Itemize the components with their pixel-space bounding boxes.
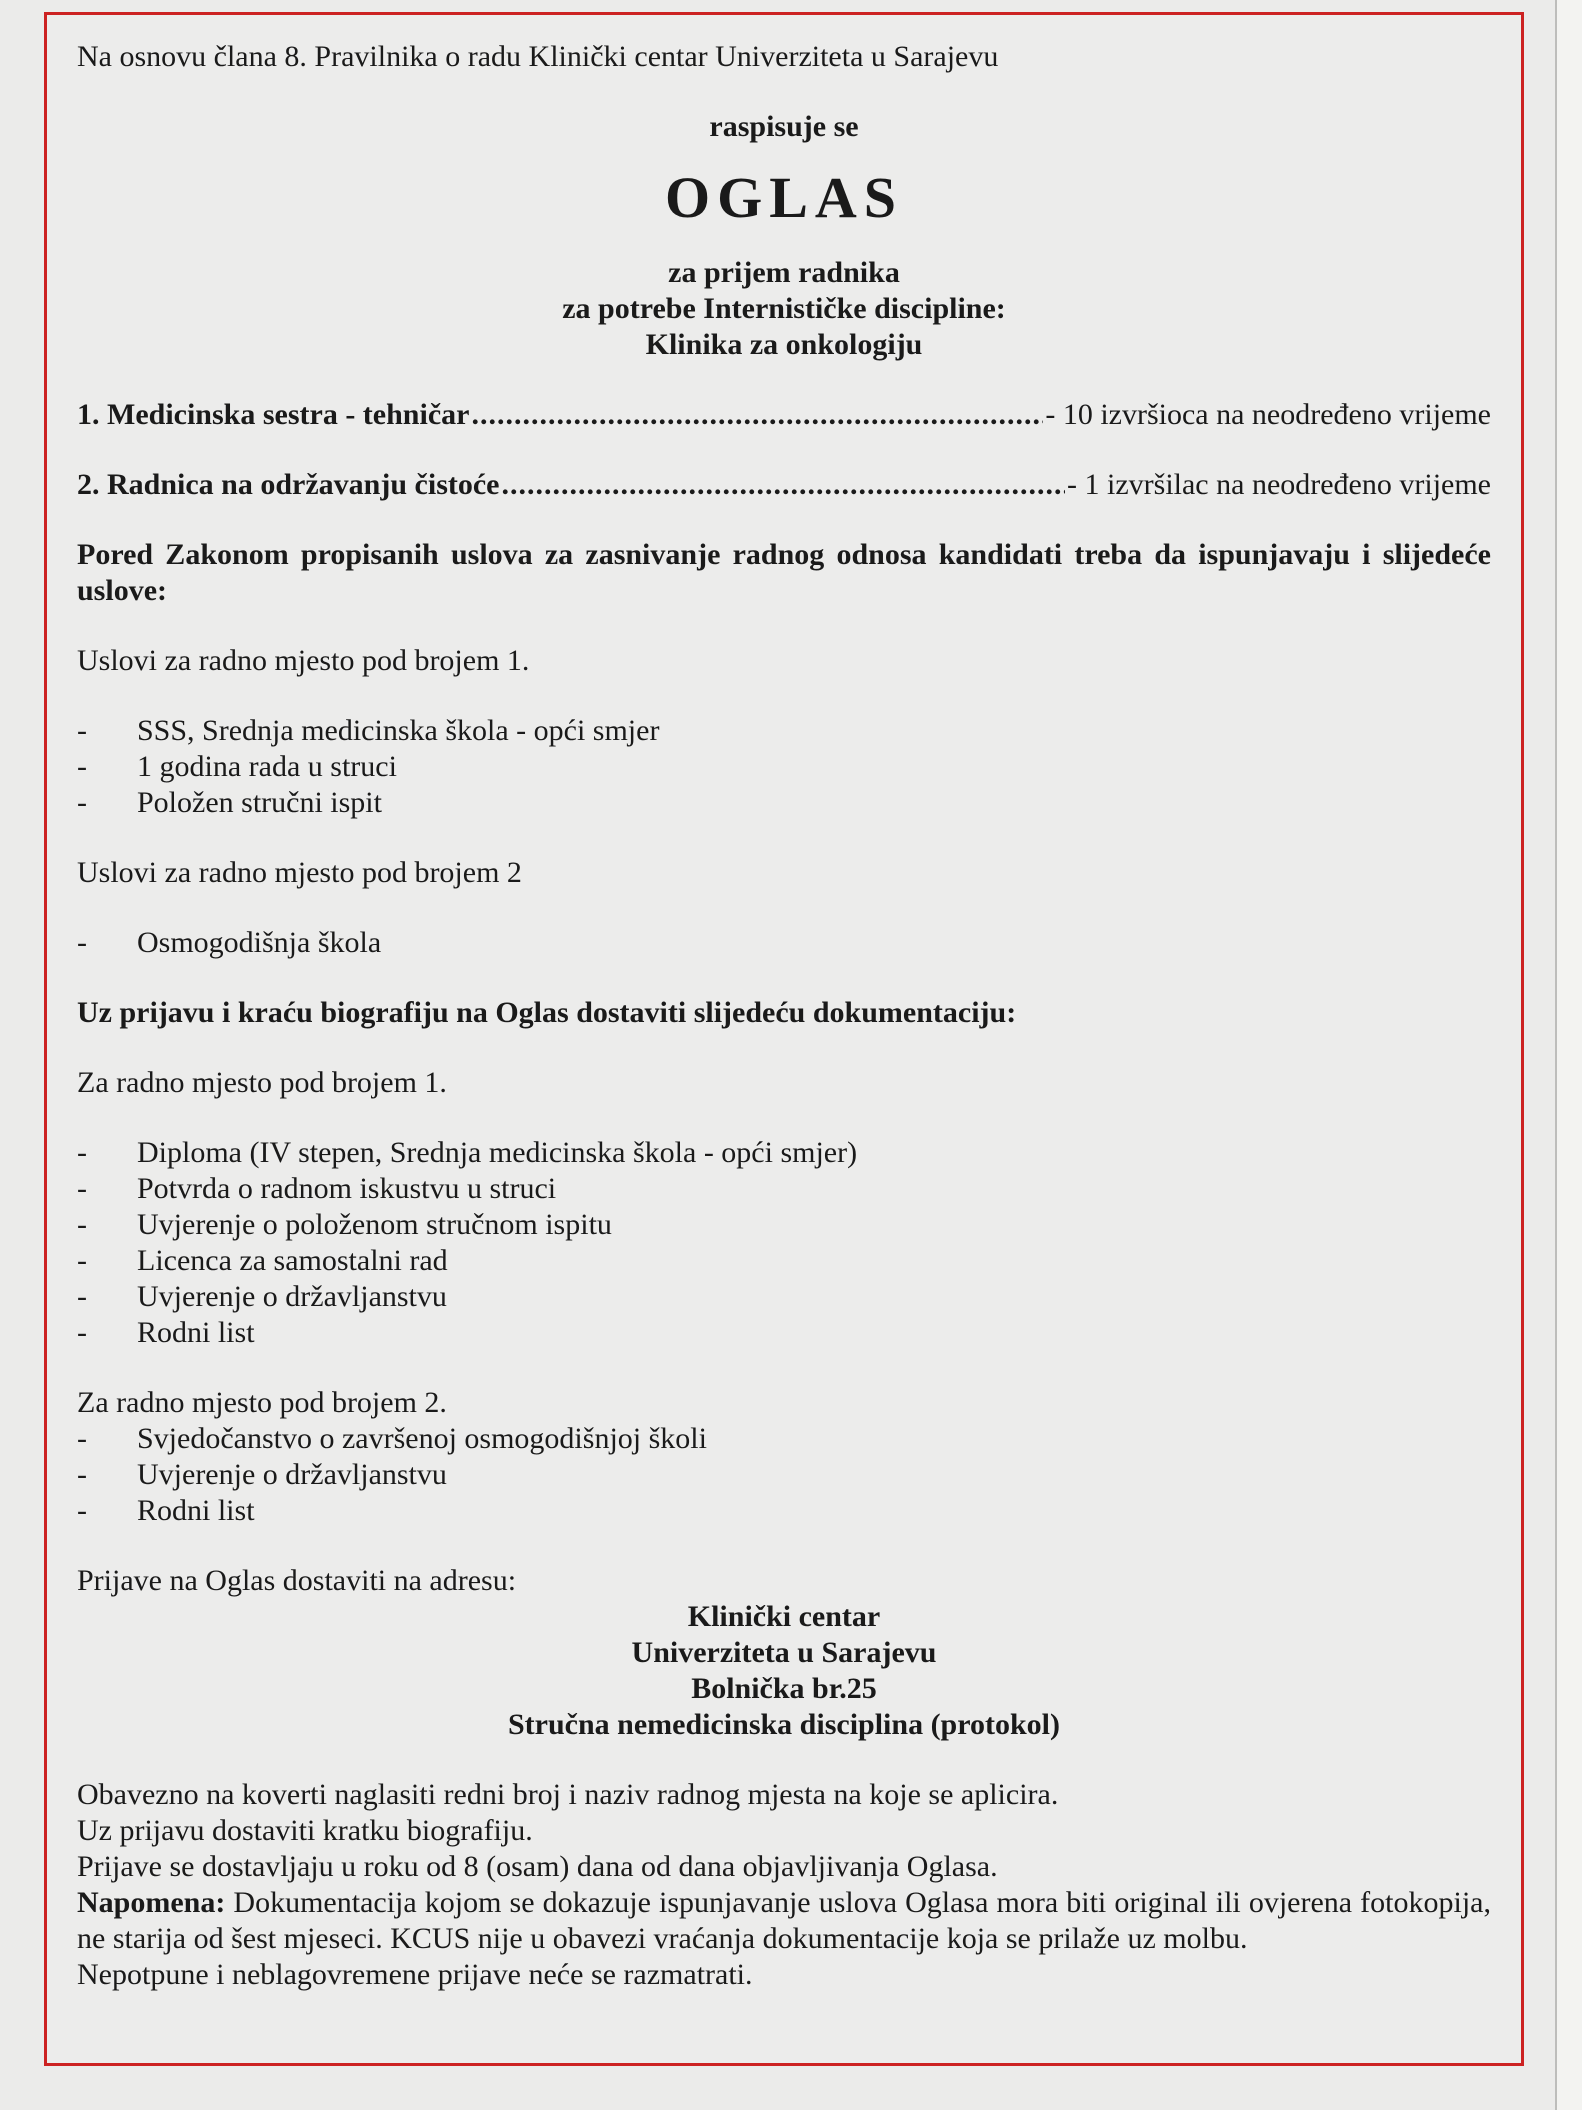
list-item: - Uvjerenje o položenom stručnom ispitu (77, 1208, 612, 1241)
list-item: - 1 godina rada u struci (77, 750, 397, 783)
note-line-2: Uz prijavu dostaviti kratku biografiju. (77, 1814, 533, 1847)
list-item: - Uvjerenje o državljanstvu (77, 1280, 447, 1313)
list-item: - SSS, Srednja medicinska škola - opći smjer (77, 714, 660, 747)
adjacent-page-edge (1555, 0, 1582, 2110)
list-item: - Položen stručni ispit (77, 786, 382, 819)
position-2 (77, 467, 1491, 503)
napomena-label: Napomena: (77, 1886, 226, 1919)
position-1-value: - 10 izvršioca na neodređeno vrijeme (1045, 398, 1491, 431)
announce-text: raspisuje se (709, 110, 859, 143)
docs2-list (77, 1421, 1491, 1529)
subtitle-line-1: za prijem radnika (668, 256, 900, 289)
docs1-list (77, 1135, 1491, 1351)
list-item: - Potvrda o radnom iskustvu u struci (77, 1172, 557, 1205)
address-line-1: Klinički centar (687, 1600, 881, 1633)
position-1 (77, 397, 1491, 433)
announcement-content (77, 39, 1491, 1993)
list-item: - Licenca za samostalni rad (77, 1244, 448, 1277)
cond2-heading: Uslovi za radno mjesto pod brojem 2 (77, 856, 522, 889)
position-2-label: 2. Radnica na održavanju čistoće (77, 468, 500, 501)
list-item: - Uvjerenje o državljanstvu (77, 1458, 447, 1491)
list-item: - Diploma (IV stepen, Srednja medicinska škola - opći smjer) (77, 1136, 858, 1169)
note-line-3: Prijave se dostavljaju u roku od 8 (osam) dana od dana objavljivanja Oglasa. (77, 1850, 998, 1883)
position-2-value: - 1 izvršilac na neodređeno vrijeme (1067, 468, 1491, 501)
note-line-1: Obavezno na koverti naglasiti redni broj i naziv radnog mjesta na koje se aplicira. (77, 1778, 1059, 1811)
requirements-intro: Pored Zakonom propisanih uslova za zasnivanje radnog odnosa kandidati treba da ispunjavaju i slijedeće uslove: (77, 538, 1491, 607)
napomena-text: Dokumentacija kojom se dokazuje ispunjavanje uslova Oglasa mora biti original ili ovjerena fotokopija, ne starija od šest mjeseci. KCUS nije u obavezi vraćanja dokumentacije koja se prilaže uz molbu. (77, 1886, 1491, 1955)
list-item: - Svjedočanstvo o završenoj osmogodišnjoj školi (77, 1422, 707, 1455)
subtitle-line-3: Klinika za onkologiju (645, 328, 923, 361)
subtitle-line-2: za potrebe Internističke discipline: (562, 292, 1006, 325)
intro-text: Na osnovu člana 8. Pravilnika o radu Klinički centar Univerziteta u Sarajevu (77, 40, 999, 73)
docs2-heading: Za radno mjesto pod brojem 2. (77, 1386, 447, 1419)
announcement-frame (44, 12, 1524, 2066)
page-title: OGLAS (664, 165, 904, 230)
docs-heading: Uz prijavu i kraću biografiju na Oglas dostaviti slijedeću dokumentaciju: (77, 996, 1017, 1029)
position-1-label: 1. Medicinska sestra - tehničar (77, 398, 470, 431)
address-line-3: Bolnička br.25 (691, 1672, 877, 1705)
address-intro: Prijave na Oglas dostaviti na adresu: (77, 1564, 517, 1597)
cond1-heading: Uslovi za radno mjesto pod brojem 1. (77, 644, 530, 677)
address-line-4: Stručna nemedicinska disciplina (protokol) (507, 1708, 1061, 1741)
docs1-heading: Za radno mjesto pod brojem 1. (77, 1066, 447, 1099)
list-item: - Rodni list (77, 1316, 255, 1349)
cond1-list (77, 713, 1491, 821)
address-line-2: Univerziteta u Sarajevu (631, 1636, 937, 1669)
list-item: - Rodni list (77, 1494, 255, 1527)
cond2-list (77, 925, 1491, 961)
closing-text: Nepotpune i neblagovremene prijave neće se razmatrati. (77, 1958, 753, 1991)
napomena-paragraph (77, 1885, 1491, 1957)
leader-dots (471, 397, 1043, 433)
list-item: - Osmogodišnja škola (77, 926, 382, 959)
leader-dots (502, 467, 1066, 503)
